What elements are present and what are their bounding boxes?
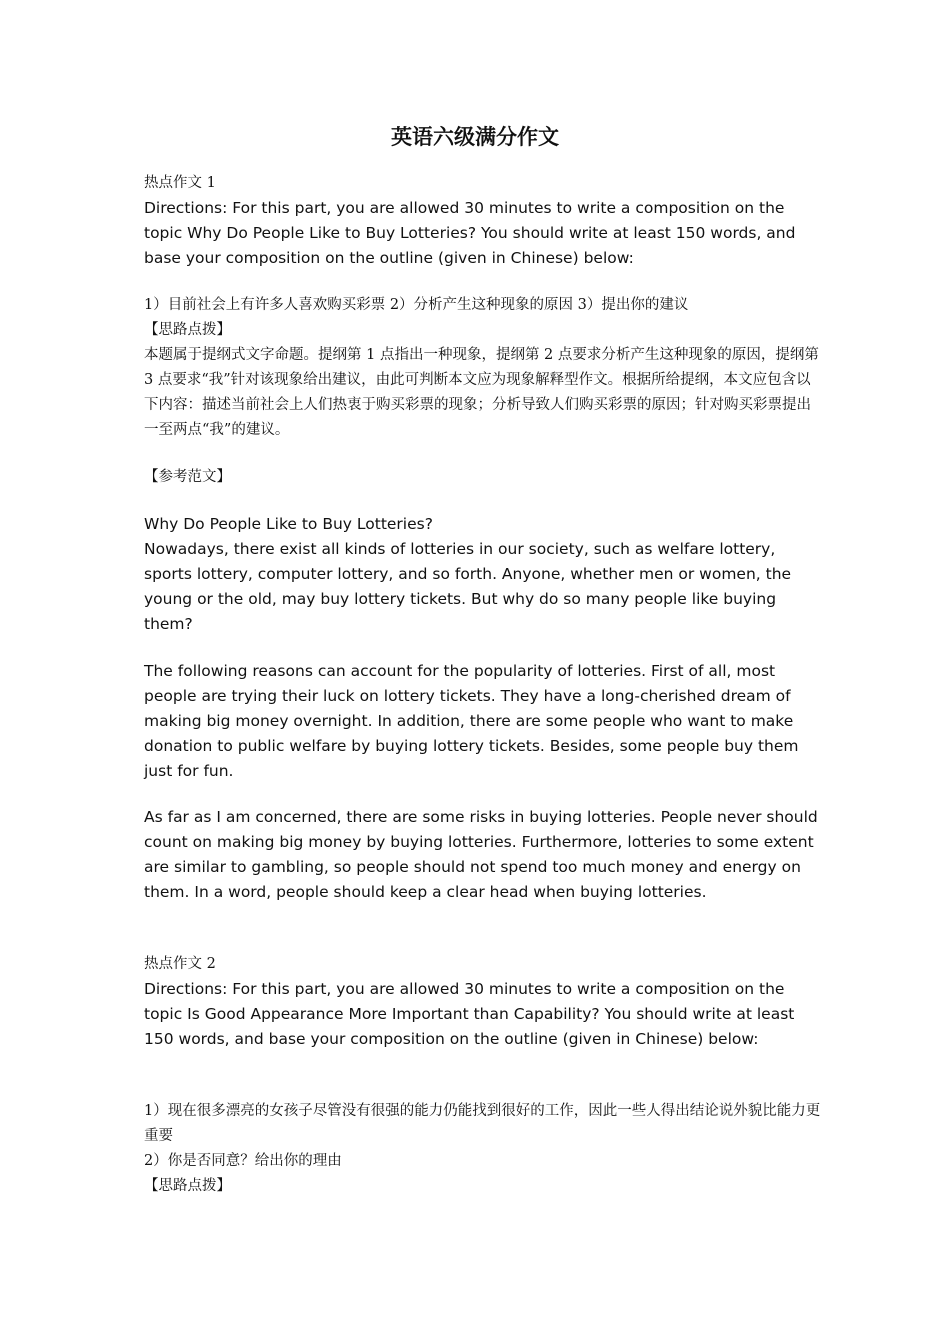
essay1-paragraph-3: As far as I am concerned, there are some risks in buying lotteries. People never should count on making big money by buying lotteries. Furthermore, lotteries to some extent are similar to gambling, so people should not spend too much money and energy on them. In a word, people should keep a clear head when buying lotteries. (144, 808, 818, 901)
essay1-outline: 1）目前社会上有许多人喜欢购买彩票 2）分析产生这种现象的原因 3）提出你的建议 (144, 297, 689, 313)
essay2-heading: 热点作文 2 (144, 956, 216, 972)
essay1-tips: 本题属于提纲式文字命题。提纲第 1 点指出一种现象，提纲第 2 点要求分析产生这种现象的原因，提纲第 3 点要求“我”针对该现象给出建议，由此可判断本文应为现象解释型作文。根据所给提纲，本文应包含以下内容：描述当前社会上人们热衷于购买彩票的现象；分析导致人们购买彩票的原因；针对购买彩票提出一至两点“我”的建议。 (144, 347, 819, 438)
document-title: 英语六级满分作文 (391, 124, 559, 149)
essay1-sample-label: 【参考范文】 (144, 469, 231, 485)
essay2-outline-2: 2）你是否同意？给出你的理由 (144, 1153, 342, 1169)
essay1-directions: Directions: For this part, you are allowed 30 minutes to write a composition on the topic Why Do People Like to Buy Lotteries? You should write at least 150 words, and base your composition on the outline (given in Chinese) below: (144, 199, 796, 267)
essay2-outline-1: 1）现在很多漂亮的女孩子尽管没有很强的能力仍能找到很好的工作，因此一些人得出结论说外貌比能力更重要 (144, 1103, 821, 1144)
essay1-tips-label: 【思路点拨】 (144, 322, 231, 338)
essay1-heading: 热点作文 1 (144, 175, 216, 191)
essay2-tips-label: 【思路点拨】 (144, 1178, 231, 1194)
essay1-paragraph-2: The following reasons can account for the popularity of lotteries. First of all, most people are trying their luck on lottery tickets. They have a long-cherished dream of making big money overnight. In addition, there are some people who want to make donation to public welfare by buying lottery tickets. Besides, some people buy them just for fun. (144, 662, 799, 780)
essay1-paragraph-1: Nowadays, there exist all kinds of lotteries in our society, such as welfare lottery, sports lottery, computer lottery, and so forth. Anyone, whether men or women, the young or the old, may buy lottery tickets. But why do so many people like buying them? (144, 540, 792, 633)
essay1-sample-title: Why Do People Like to Buy Lotteries? (144, 515, 433, 533)
essay2-directions: Directions: For this part, you are allowed 30 minutes to write a composition on the topic Is Good Appearance More Important than Capability? You should write at least 150 words, and base your composition on the outline (given in Chinese) below: (144, 980, 795, 1048)
